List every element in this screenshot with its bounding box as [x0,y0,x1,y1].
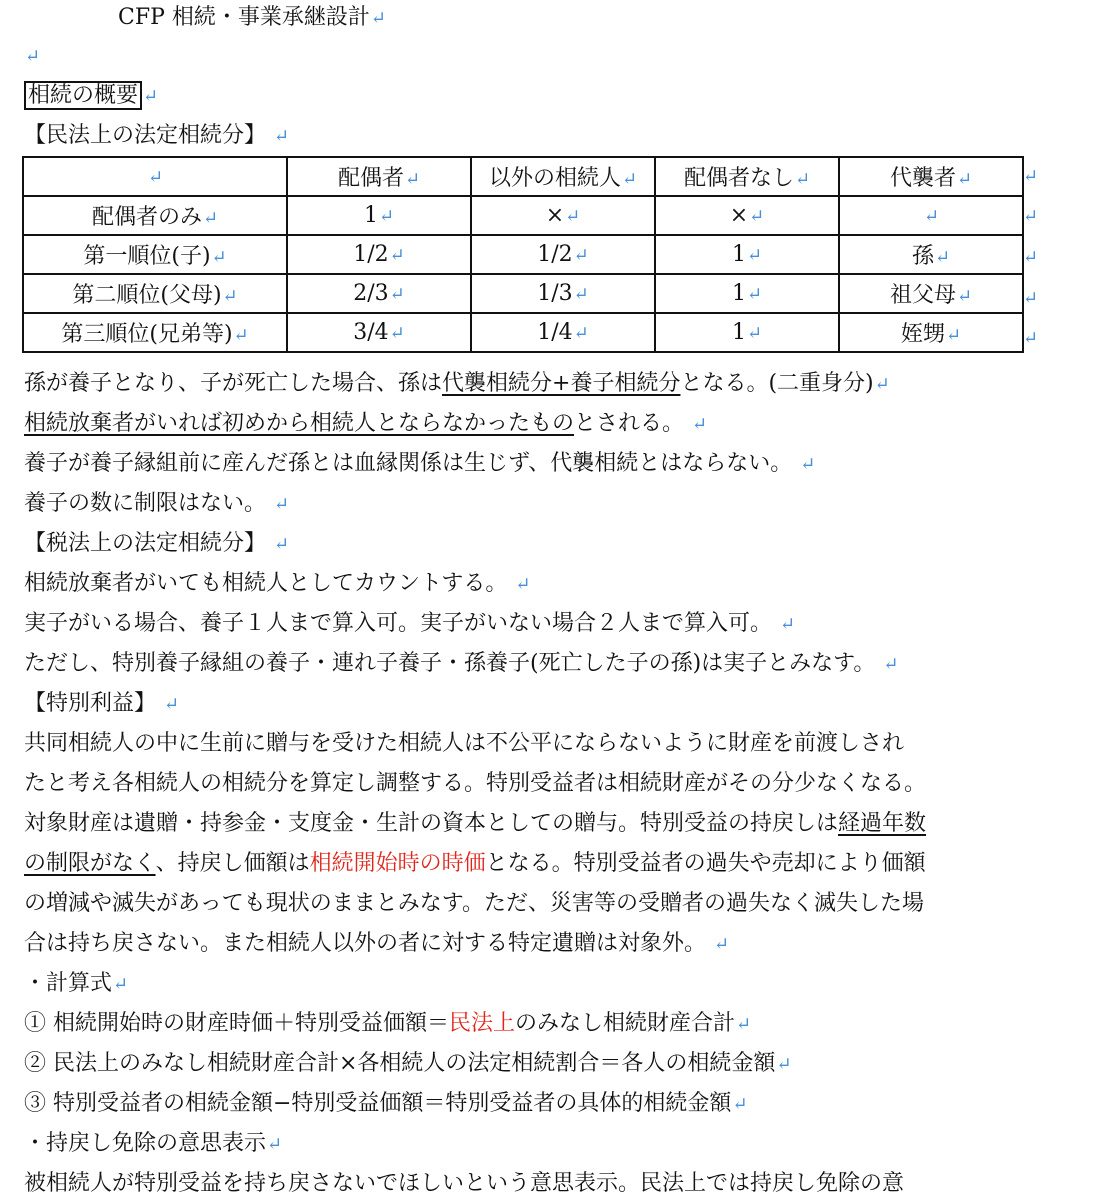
calc-step: ① 相続開始時の財産時価＋特別受益価額＝民法上のみなし相続財産合計↵ [24,1011,752,1036]
table-cell: 1/3↵ [471,274,655,313]
table-cell: ×↵ [655,196,839,235]
exemption-heading: ・持戻し免除の意思表示↵ [24,1131,283,1156]
paragraph: 合は持ち戻さない。また相続人以外の者に対する特定遺贈は対象外。 ↵ [24,931,730,956]
table-row [23,196,1023,235]
row-end-mark-icon: ↵ [1023,206,1039,227]
inheritance-share-table [22,156,1024,353]
special-benefit-heading: 【特別利益】 ↵ [24,691,180,716]
paragraph-mark-icon: ↵ [370,8,386,29]
table-row [23,274,1023,313]
tax-law-heading: 【税法上の法定相続分】 ↵ [24,531,290,556]
table-cell: 1/2↵ [287,235,471,274]
paragraph: 共同相続人の中に生前に贈与を受けた相続人は不公平にならないように財産を前渡しされ [24,731,905,756]
table-cell: 1↵ [655,313,839,352]
table-cell: 配偶者↵ [287,157,471,196]
table-cell: 配偶者のみ↵ [23,196,287,235]
paragraph: 実子がいる場合、養子１人まで算入可。実子がいない場合２人まで算入可。 ↵ [24,611,796,636]
calc-step: ② 民法上のみなし相続財産合計×各相続人の法定相続割合＝各人の相続金額↵ [24,1051,792,1076]
table-cell: 第一順位(子)↵ [23,235,287,274]
calc-step: ③ 特別受益者の相続金額−特別受益価額＝特別受益者の具体的相続金額↵ [24,1091,748,1116]
table-cell: 以外の相続人↵ [471,157,655,196]
table-cell: 1↵ [655,235,839,274]
table-row [23,235,1023,274]
table-cell: 代襲者↵ [839,157,1023,196]
civil-law-heading: 【民法上の法定相続分】 ↵ [24,123,290,148]
row-end-mark-icon: ↵ [1023,166,1039,187]
table-cell: 1↵ [287,196,471,235]
table-cell: 配偶者なし↵ [655,157,839,196]
paragraph: の制限がなく、持戻し価額は相続開始時の時価となる。特別受益者の過失や売却により価額 [24,851,926,876]
table-cell: 2/3↵ [287,274,471,313]
paragraph-mark-icon: ↵ [25,46,41,67]
table-cell: 第二順位(父母)↵ [23,274,287,313]
table-cell: 1/2↵ [471,235,655,274]
table-cell: ↵ [839,196,1023,235]
paragraph: 対象財産は遺贈・持参金・支度金・生計の資本としての贈与。特別受益の持戻しは経過年数 [24,811,927,836]
table-cell: 姪甥↵ [839,313,1023,352]
section-heading: 相続の概要 ↵ [24,76,158,116]
row-end-mark-icon: ↵ [1023,247,1039,268]
paragraph: 相続放棄者がいても相続人としてカウントする。 ↵ [24,571,531,596]
table-header-row [23,157,1023,196]
paragraph: 被相続人が特別受益を持ち戻さないでほしいという意思表示。民法上では持戻し免除の意 [24,1171,905,1196]
table-cell: ↵ [23,157,287,196]
paragraph-mark-icon: ↵ [274,126,290,147]
row-end-mark-icon: ↵ [1023,288,1039,309]
paragraph: たと考え各相続人の相続分を算定し調整する。特別受益者は相続財産がその分少なくなる。 [24,771,927,796]
empty-line [24,36,40,76]
table-cell: ×↵ [471,196,655,235]
table-cell: 1↵ [655,274,839,313]
table-row [23,313,1023,352]
paragraph: の増減や滅失があっても現状のままとみなす。ただ、災害等の受贈者の過失なく滅失した場 [24,891,925,916]
row-end-mark-icon: ↵ [1023,328,1039,349]
paragraph: 孫が養子となり、子が死亡した場合、孫は代襲相続分+養子相続分となる。(二重身分)↵ [24,371,890,396]
calc-heading: ・計算式↵ [24,971,129,996]
table-cell: 3/4↵ [287,313,471,352]
table-cell: 孫↵ [839,235,1023,274]
paragraph: 相続放棄者がいれば初めから相続人とならなかったものとされる。 ↵ [24,411,708,436]
table-cell: 第三順位(兄弟等)↵ [23,313,287,352]
paragraph: ただし、特別養子縁組の養子・連れ子養子・孫養子(死亡した子の孫)は実子とみなす。 ↵ [24,651,899,676]
table-cell: 祖父母↵ [839,274,1023,313]
paragraph-mark-icon: ↵ [143,86,159,107]
table-cell: 1/4↵ [471,313,655,352]
document-title: CFP 相続・事業承継設計↵ [118,5,386,30]
paragraph: 養子の数に制限はない。 ↵ [24,491,290,516]
paragraph: 養子が養子縁組前に産んだ孫とは血縁関係は生じず、代襲相続とはならない。 ↵ [24,451,816,476]
